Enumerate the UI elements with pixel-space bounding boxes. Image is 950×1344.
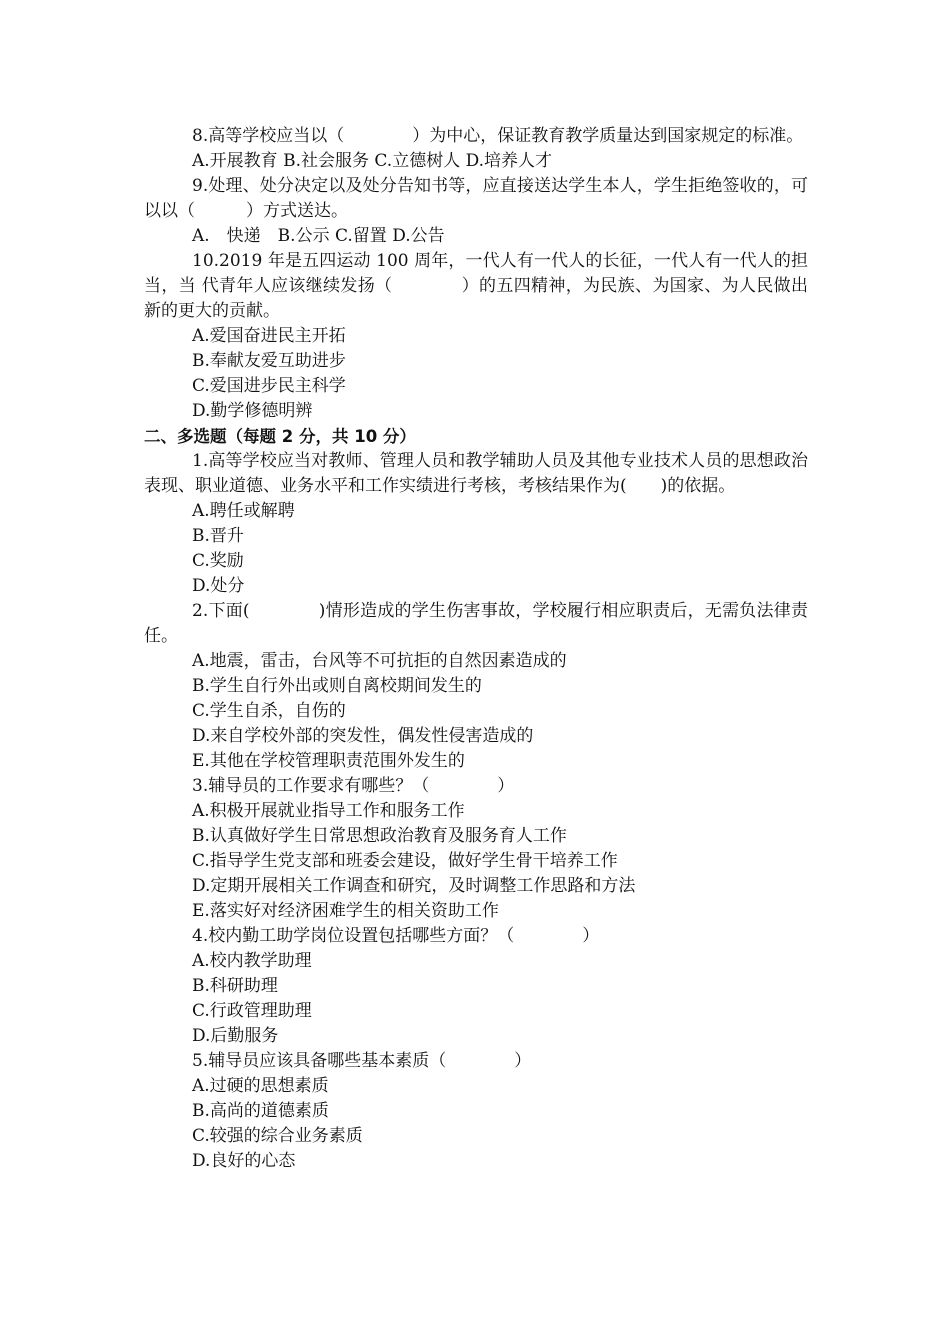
multi-question-3-option-a: A.积极开展就业指导工作和服务工作 [192, 801, 465, 821]
multi-question-5-option-a: A.过硬的思想素质 [192, 1076, 329, 1096]
question-9-options: A. 快递 B.公示 C.留置 D.公告 [192, 226, 445, 246]
multi-question-3-option-b: B.认真做好学生日常思想政治教育及服务育人工作 [192, 826, 567, 846]
multi-question-3-option-e: E.落实好对经济困难学生的相关资助工作 [192, 901, 499, 921]
question-8-options: A.开展教育 B.社会服务 C.立德树人 D.培养人才 [192, 151, 553, 171]
question-10-option-c: C.爱国进步民主科学 [192, 376, 346, 396]
multi-question-1-stem: 1.高等学校应当对教师、管理人员和教学辅助人员及其他专业技术人员的思想政治表现、职业道德、业务水平和工作实绩进行考核，考核结果作为( )的依据。 [144, 451, 808, 496]
question-10-stem: 10.2019 年是五四运动 100 周年，一代人有一代人的长征，一代人有一代人的担当，当 代青年人应该继续发扬（ ）的五四精神，为民族、为国家、为人民做出新的更大的贡献。 [144, 251, 808, 321]
multi-question-3-option-c: C.指导学生党支部和班委会建设，做好学生骨干培养工作 [192, 851, 618, 871]
multi-question-5-option-c: C.较强的综合业务素质 [192, 1126, 363, 1146]
question-10-option-d: D.勤学修德明辨 [192, 401, 313, 421]
question-8-stem: 8.高等学校应当以（ ）为中心，保证教育教学质量达到国家规定的标准。 [192, 126, 804, 146]
multi-question-2-option-b: B.学生自行外出或则自离校期间发生的 [192, 676, 482, 696]
multi-question-1-option-b: B.晋升 [192, 526, 244, 546]
multi-question-4-option-d: D.后勤服务 [192, 1026, 279, 1046]
multi-question-2-option-a: A.地震，雷击，台风等不可抗拒的自然因素造成的 [192, 651, 567, 671]
question-10-option-a: A.爱国奋进民主开拓 [192, 326, 346, 346]
multi-question-3-stem: 3.辅导员的工作要求有哪些？（ ） [192, 776, 515, 796]
multi-question-2-option-c: C.学生自杀，自伤的 [192, 701, 346, 721]
multi-question-5-stem: 5.辅导员应该具备哪些基本素质（ ） [192, 1051, 532, 1071]
multi-question-4-option-a: A.校内教学助理 [192, 951, 312, 971]
multi-question-4-stem: 4.校内勤工助学岗位设置包括哪些方面？（ ） [192, 926, 600, 946]
document-body [144, 124, 808, 1174]
multi-question-2-option-e: E.其他在学校管理职责范围外发生的 [192, 751, 465, 771]
multi-question-1-option-d: D.处分 [192, 576, 245, 596]
multi-question-4-option-b: B.科研助理 [192, 976, 278, 996]
multi-question-1-option-c: C.奖励 [192, 551, 244, 571]
multi-question-5-option-d: D.良好的心态 [192, 1151, 296, 1171]
multi-question-2-stem: 2.下面( )情形造成的学生伤害事故，学校履行相应职责后，无需负法律责任。 [144, 601, 808, 646]
question-10-option-b: B.奉献友爱互助进步 [192, 351, 346, 371]
multi-question-3-option-d: D.定期开展相关工作调查和研究，及时调整工作思路和方法 [192, 876, 636, 896]
multi-question-1-option-a: A.聘任或解聘 [192, 501, 295, 521]
section-heading-multiple-choice: 二、多选题（每题 2 分，共 10 分） [144, 427, 416, 446]
question-9-stem: 9.处理、处分决定以及处分告知书等，应直接送达学生本人，学生拒绝签收的，可以以（ ）方式送达。 [144, 176, 808, 221]
multi-question-5-option-b: B.高尚的道德素质 [192, 1101, 329, 1121]
multi-question-4-option-c: C.行政管理助理 [192, 1001, 312, 1021]
multi-question-2-option-d: D.来自学校外部的突发性，偶发性侵害造成的 [192, 726, 534, 746]
